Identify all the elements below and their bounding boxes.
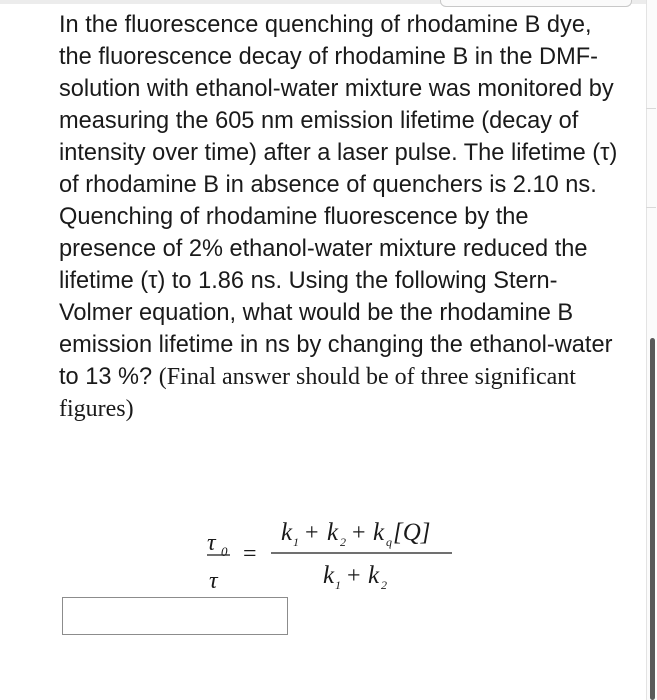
den-plus: + [347, 563, 361, 589]
tau0-symbol: τ [207, 530, 216, 556]
equals-sign: = [243, 541, 257, 567]
num-k2: k [327, 519, 339, 546]
num-quencher: [Q] [393, 519, 431, 546]
den-k1-sub: 1 [335, 578, 341, 592]
num-kq: k [373, 519, 385, 546]
num-k2-sub: 2 [340, 535, 346, 549]
num-k1-sub: 1 [293, 535, 299, 549]
question-note: (Final answer should be of three significant figures) [59, 364, 576, 422]
tau0-subscript: 0 [221, 544, 228, 559]
num-plus-1: + [305, 520, 319, 546]
top-tab [440, 0, 632, 7]
frame-notch [646, 108, 656, 109]
num-kq-sub: q [386, 535, 392, 549]
question-text [59, 9, 619, 425]
frame-notch [646, 207, 656, 208]
stern-volmer-equation [200, 508, 470, 600]
num-k1: k [281, 519, 293, 546]
num-plus-2: + [352, 520, 366, 546]
tau-symbol: τ [209, 568, 218, 594]
scrollbar[interactable] [650, 338, 655, 700]
den-k2: k [368, 562, 380, 589]
den-k2-sub: 2 [381, 578, 387, 592]
den-k1: k [323, 562, 335, 589]
answer-input[interactable] [62, 597, 288, 635]
question-body: In the fluorescence quenching of rhodamine B dye, the fluorescence decay of rhodamine B in the DMF-solution with ethanol-water mixture was monitored by measuring the 605 nm emission lifetime (decay of intensity over time) after a laser pulse. The lifetime (τ) of rhodamine B in absence of quenchers is 2.10 ns. Quenching of rhodamine fluorescence by the presence of 2% ethanol-water mixture reduced the lifetime (τ) to 1.86 ns. Using the following Stern-Volmer equation, what would be the rhodamine B emission lifetime in ns by changing the ethanol-water to 13 %? [59, 12, 618, 390]
